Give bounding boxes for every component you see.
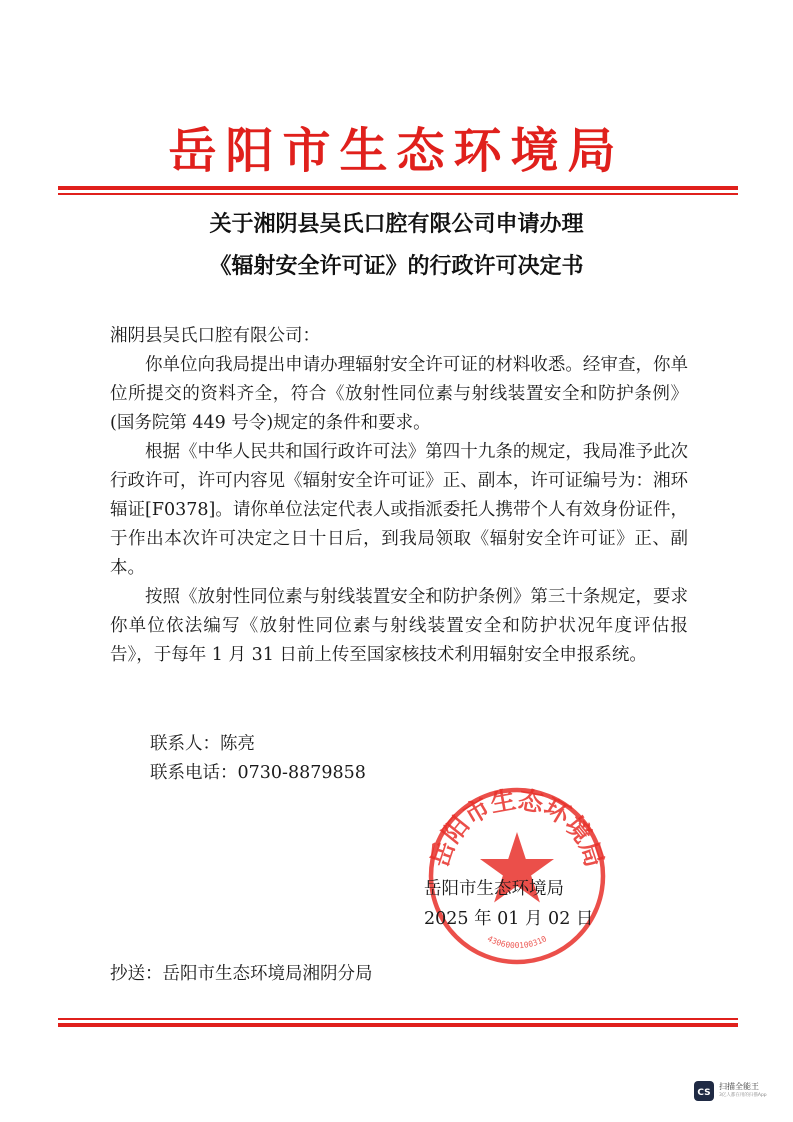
seal-text: 岳阳市生态环境局 xyxy=(424,784,610,871)
document-body xyxy=(110,322,688,670)
paragraph-2: 根据《中华人民共和国行政许可法》第四十九条的规定，我局准予此次行政许可，许可内容见《辐射安全许可证》正、副本，许可证编号为：湘环辐证[F0378]。请你单位法定代表人或指派委托人携带个人有效身份证件，于作出本次许可决定之日十日后，到我局领取《辐射安全许可证》正、副本。 xyxy=(110,442,688,578)
badge-sub: 3亿人都在用的扫描App xyxy=(719,1093,767,1098)
paragraph-1: 你单位向我局提出申请办理辐射安全许可证的材料收悉。经审查，你单位所提交的资料齐全，符合《放射性同位素与射线装置安全和防护条例》(国务院第 449 号令)规定的条件和要求。 xyxy=(110,355,688,433)
document-title-line2: 《辐射安全许可证》的行政许可决定书 xyxy=(209,254,584,279)
cc-label: 抄送： xyxy=(110,964,163,984)
addressee: 湘阴县吴氏口腔有限公司： xyxy=(110,326,320,346)
seal-code: 4306000100310 xyxy=(485,934,549,951)
footer-rule-thick xyxy=(58,1023,738,1027)
org-header: 岳阳市生态环境局 xyxy=(168,123,625,179)
cc-recipient: 岳阳市生态环境局湘阴分局 xyxy=(162,964,373,984)
contact-person: 联系人：陈亮 xyxy=(150,734,255,754)
cc-line xyxy=(110,960,373,985)
signature-org: 岳阳市生态环境局 xyxy=(424,879,564,899)
signature-date: 2025 年 01 月 02 日 xyxy=(424,909,594,929)
cs-scanner-icon xyxy=(693,1080,715,1102)
contact-phone: 联系电话：0730-8879858 xyxy=(150,763,366,783)
document-title-line1: 关于湘阴县吴氏口腔有限公司申请办理 xyxy=(209,212,584,237)
badge-name: 扫描全能王 xyxy=(719,1082,759,1091)
footer-rule-thin xyxy=(58,1018,738,1020)
svg-text:CS: CS xyxy=(697,1088,711,1098)
paragraph-3: 按照《放射性同位素与射线装置安全和防护条例》第三十条规定，要求你单位依法编写《放射性同位素与射线装置安全和防护状况年度评估报告》，于每年 1 月 31 日前上传至国家核技术利用辐射安全申报系统。 xyxy=(110,587,688,665)
scanner-watermark xyxy=(693,1079,789,1103)
header-rule-thick xyxy=(58,186,738,190)
header-rule-thin xyxy=(58,193,738,195)
